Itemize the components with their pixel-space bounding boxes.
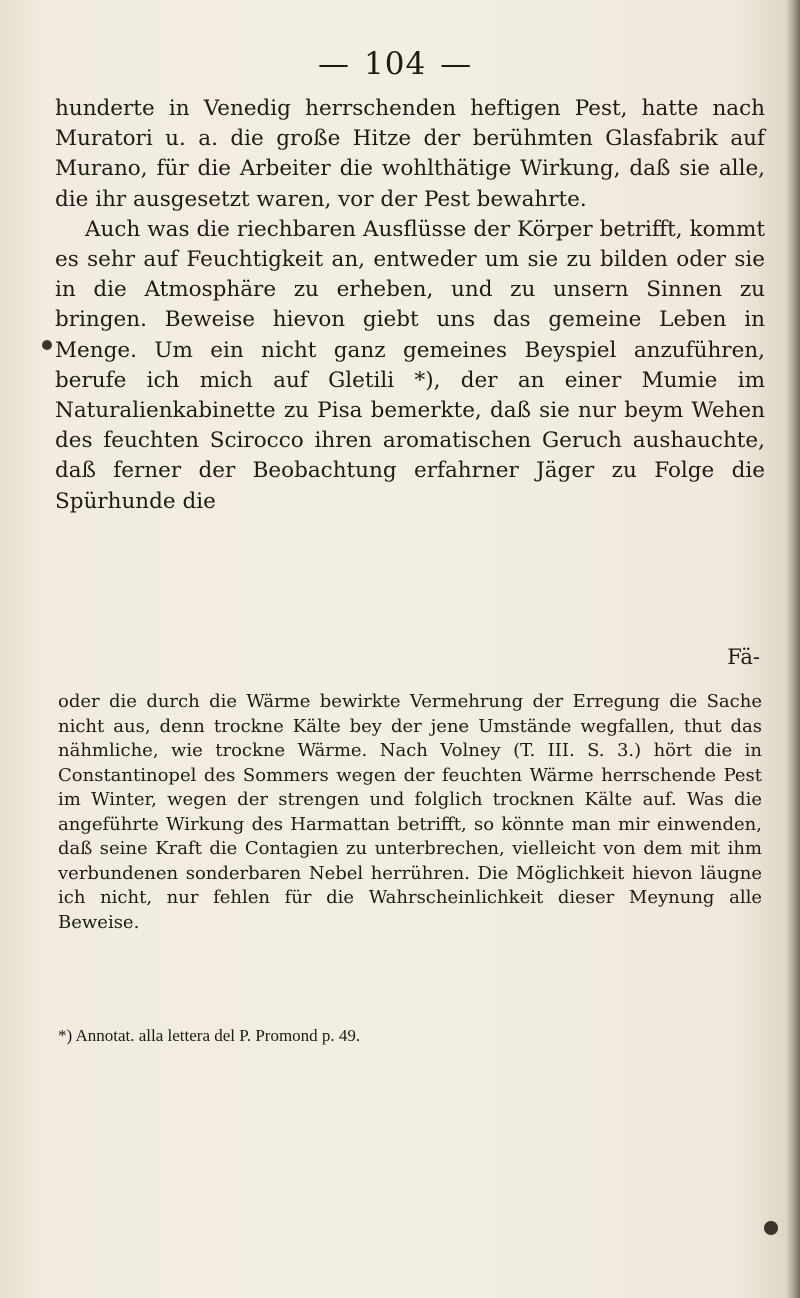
page-number: 104: [364, 46, 427, 82]
header-dash-right: —: [440, 46, 473, 82]
ink-spot: [42, 340, 52, 350]
paragraph-aromas: Auch was die riechbaren Ausflüsse der Körper betrifft, kommt es sehr auf Feuchtigkeit an, entweder um sie zu bilden oder sie in die Atmosphäre zu erheben, und zu unsern Sinnen zu bringen. Beweise hievon giebt uns das gemeine Leben in Menge. Um ein nicht ganz gemeines Beyspiel anzuführen, berufe ich mich auf Gletili *), der an einer Mumie im Naturalienkabinette zu Pisa bemerkte, daß sie nur beym Wehen des feuchten Scirocco ihren aromatischen Geruch aushauchte, daß ferner der Beobachtung erfahrner Jäger zu Folge die Spürhunde die: [55, 216, 765, 514]
annotation-footnote: *) Annotat. alla lettera del P. Promond p. 49.: [58, 1026, 361, 1045]
catchword: Fä-: [727, 645, 760, 669]
footnote-text: oder die durch die Wärme bewirkte Vermehrung der Erregung die Sache nicht aus, denn trockne Kälte bey der jene Umstände wegfallen, thut das nähmliche, wie trockne Wärme. Nach Volney (T. III. S. 3.) hört die in Constantinopel des Sommers wegen der feuchten Wärme herrschende Pest im Winter, wegen der strengen und folglich trocknen Kälte auf. Was die angeführte Wirkung des Harmattan betrifft, so könnte man mir einwenden, daß seine Kraft die Contagien zu unterbrechen, vielleicht von dem mit ihm verbundenen sonderbaren Nebel herrühren. Die Möglichkeit hievon läugne ich nicht, nur fehlen für die Wahrscheinlichkeit dieser Meynung alle Beweise.: [58, 691, 762, 933]
page-header: [318, 44, 578, 84]
footnote: [58, 690, 762, 935]
paragraph-continued: hunderte in Venedig herrschenden heftigen Pest, hatte nach Muratori u. a. die große Hitze der berühmten Glasfabrik auf Murano, für die Arbeiter die wohlthätige Wirkung, daß sie alle, die ihr ausgesetzt waren, vor der Pest bewahrte.: [55, 96, 765, 212]
header-dash-left: —: [318, 46, 350, 82]
main-text: [55, 94, 765, 517]
ink-spot: [764, 1221, 778, 1235]
page-edge-shadow: [786, 0, 800, 1298]
